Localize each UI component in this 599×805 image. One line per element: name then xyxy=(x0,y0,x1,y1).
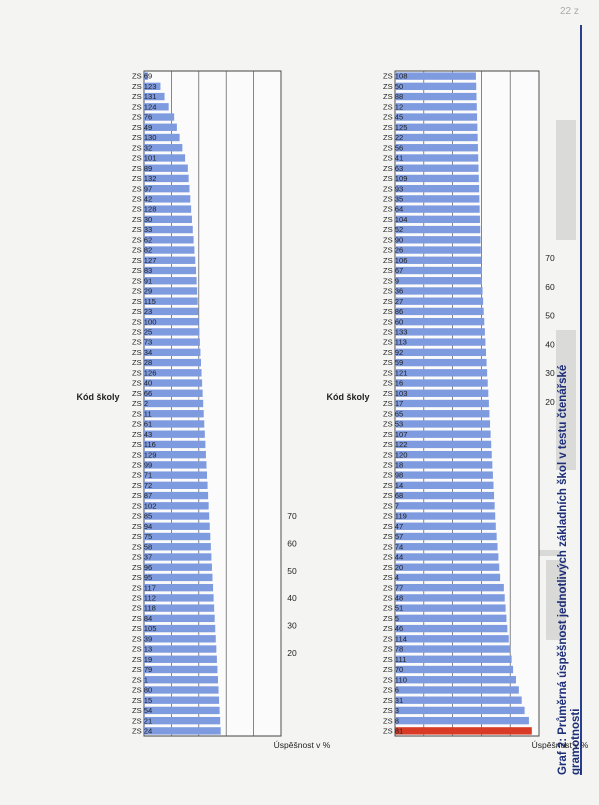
category-label: ZS 62 xyxy=(132,235,153,245)
category-label: ZS 17 xyxy=(383,399,404,409)
bar xyxy=(144,533,210,540)
category-label: ZS 117 xyxy=(132,583,156,593)
category-label: ZS 106 xyxy=(383,255,408,265)
bar xyxy=(395,584,504,591)
category-label: ZS 31 xyxy=(383,695,404,705)
bar xyxy=(395,666,513,673)
bar xyxy=(395,205,480,212)
category-label: ZS 127 xyxy=(132,255,157,265)
category-label: ZS 129 xyxy=(132,450,157,460)
category-label: ZS 97 xyxy=(132,184,153,194)
bar xyxy=(144,523,210,530)
category-label: ZS 45 xyxy=(383,112,404,122)
bar xyxy=(144,645,216,652)
category-label: ZS 2 xyxy=(132,399,149,409)
bar xyxy=(395,236,481,243)
category-label: ZS 69 xyxy=(132,71,153,81)
category-label: ZS 80 xyxy=(132,685,153,695)
category-label: ZS 116 xyxy=(132,440,156,450)
category-label: ZS 120 xyxy=(383,450,408,460)
category-label: ZS 36 xyxy=(383,286,404,296)
category-label: ZS 93 xyxy=(383,184,404,194)
category-label: ZS 121 xyxy=(383,368,408,378)
category-label: ZS 73 xyxy=(132,337,153,347)
bar xyxy=(395,727,532,734)
category-label: ZS 52 xyxy=(383,225,404,235)
category-label: ZS 34 xyxy=(132,347,153,357)
category-label: ZS 99 xyxy=(132,460,153,470)
bar xyxy=(144,338,200,345)
category-label: ZS 83 xyxy=(132,266,153,276)
category-label: ZS 89 xyxy=(132,163,153,173)
category-label: ZS 125 xyxy=(383,122,408,132)
category-label: ZS 133 xyxy=(383,327,408,337)
category-label: ZS 105 xyxy=(132,624,157,634)
bar xyxy=(395,686,519,693)
category-label: ZS 22 xyxy=(383,133,404,143)
category-label: ZS 113 xyxy=(383,337,407,347)
category-label: ZS 79 xyxy=(132,665,153,675)
value-tick-label: 70 xyxy=(545,253,555,263)
bar xyxy=(395,257,481,264)
bar xyxy=(395,328,485,335)
category-label: ZS 132 xyxy=(132,174,157,184)
bar xyxy=(395,717,529,724)
category-label: ZS 8 xyxy=(383,716,400,726)
bar xyxy=(395,308,484,315)
bar xyxy=(395,604,506,611)
bar xyxy=(144,635,216,642)
category-label: ZS 13 xyxy=(132,644,153,654)
bar xyxy=(144,410,204,417)
page-number: 22 z xyxy=(560,6,579,17)
bar xyxy=(144,686,219,693)
category-label: ZS 102 xyxy=(132,501,157,511)
category-label: ZS 49 xyxy=(132,122,153,132)
bar xyxy=(395,83,476,90)
bar xyxy=(395,318,484,325)
bar xyxy=(395,564,499,571)
category-label: ZS 11 xyxy=(132,409,152,419)
category-label: ZS 57 xyxy=(383,532,404,542)
category-label: ZS 88 xyxy=(383,92,404,102)
category-label: ZS 18 xyxy=(383,460,404,470)
value-tick-label: 30 xyxy=(545,368,555,379)
value-tick-label: 70 xyxy=(287,511,297,521)
bar xyxy=(395,349,486,356)
bar xyxy=(395,185,479,192)
category-label: ZS 21 xyxy=(132,716,153,726)
category-label: ZS 44 xyxy=(383,552,404,562)
bar xyxy=(395,431,491,438)
category-label: ZS 43 xyxy=(132,429,153,439)
category-label: ZS 72 xyxy=(132,480,153,490)
bar xyxy=(144,717,220,724)
category-label: ZS 58 xyxy=(132,542,153,552)
bar xyxy=(395,277,482,284)
bar xyxy=(395,93,477,100)
category-label: ZS 27 xyxy=(383,296,404,306)
category-label: ZS 108 xyxy=(383,71,408,81)
bar xyxy=(144,390,203,397)
bar xyxy=(395,492,494,499)
value-tick-label: 50 xyxy=(287,565,297,576)
category-label: ZS 26 xyxy=(383,245,404,255)
category-label: ZS 75 xyxy=(132,532,153,542)
bar xyxy=(144,461,206,468)
category-label: ZS 76 xyxy=(132,112,153,122)
bar xyxy=(395,287,483,294)
category-label: ZS 33 xyxy=(132,225,153,235)
bar xyxy=(395,420,490,427)
bar xyxy=(395,553,498,560)
bar xyxy=(144,727,221,734)
category-label: ZS 12 xyxy=(383,102,404,112)
bar xyxy=(395,594,505,601)
category-label: ZS 15 xyxy=(132,695,153,705)
bar xyxy=(395,471,493,478)
value-tick-label: 20 xyxy=(287,648,297,658)
bar xyxy=(395,400,489,407)
bar xyxy=(395,482,493,489)
category-label: ZS 51 xyxy=(383,603,404,613)
category-label: ZS 96 xyxy=(132,562,153,572)
chart-panel-1 xyxy=(326,71,588,750)
value-tick-label: 20 xyxy=(545,397,555,407)
bar xyxy=(144,431,205,438)
category-label: ZS 3 xyxy=(383,706,400,716)
category-label: ZS 50 xyxy=(383,81,404,91)
category-label: ZS 98 xyxy=(383,470,404,480)
category-label: ZS 109 xyxy=(383,174,408,184)
bar xyxy=(395,175,479,182)
category-label: ZS 85 xyxy=(132,511,153,521)
category-label: ZS 47 xyxy=(383,521,404,531)
category-label: ZS 23 xyxy=(132,307,153,317)
category-label: ZS 59 xyxy=(383,358,404,368)
category-label: ZS 111 xyxy=(383,654,407,664)
bar xyxy=(395,226,480,233)
category-label: ZS 70 xyxy=(383,665,404,675)
category-label: ZS 119 xyxy=(383,511,407,521)
category-label: ZS 71 xyxy=(132,470,153,480)
bar xyxy=(144,349,200,356)
bar xyxy=(144,564,212,571)
category-label: ZS 104 xyxy=(383,214,408,224)
category-label: ZS 103 xyxy=(383,388,408,398)
bar xyxy=(395,338,485,345)
bar xyxy=(144,328,199,335)
category-label: ZS 37 xyxy=(132,552,153,562)
category-label: ZS 100 xyxy=(132,317,157,327)
bar xyxy=(395,379,488,386)
category-label: ZS 82 xyxy=(132,245,153,255)
category-label: ZS 86 xyxy=(383,307,404,317)
category-label: ZS 53 xyxy=(383,419,404,429)
category-label: ZS 40 xyxy=(132,378,153,388)
category-label: ZS 5 xyxy=(383,613,400,623)
category-label: ZS 39 xyxy=(132,634,153,644)
bar xyxy=(395,574,500,581)
value-axis-title: Úspěšnost v % xyxy=(273,740,331,750)
category-label: ZS 91 xyxy=(132,276,153,286)
category-label: ZS 112 xyxy=(132,593,156,603)
category-label: ZS 41 xyxy=(383,153,404,163)
bar xyxy=(395,165,479,172)
bar xyxy=(395,645,510,652)
bar xyxy=(395,216,480,223)
category-label: ZS 92 xyxy=(383,347,404,357)
category-label: ZS 81 xyxy=(383,726,404,736)
category-label: ZS 84 xyxy=(132,613,153,623)
bar xyxy=(395,441,491,448)
value-tick-label: 40 xyxy=(287,593,297,604)
bar xyxy=(395,656,512,663)
bar xyxy=(395,267,481,274)
category-label: ZS 1 xyxy=(132,675,149,685)
category-label: ZS 25 xyxy=(132,327,153,337)
bar xyxy=(144,512,209,519)
category-label: ZS 48 xyxy=(383,593,404,603)
category-label: ZS 123 xyxy=(132,81,157,91)
category-label: ZS 68 xyxy=(383,491,404,501)
bar xyxy=(395,533,497,540)
bar xyxy=(144,553,211,560)
bar xyxy=(144,482,208,489)
bar xyxy=(395,195,479,202)
value-tick-label: 60 xyxy=(287,538,297,549)
category-label: ZS 42 xyxy=(132,194,153,204)
category-label: ZS 63 xyxy=(383,163,404,173)
bar xyxy=(395,543,498,550)
category-label: ZS 77 xyxy=(383,583,404,593)
bar xyxy=(395,512,495,519)
category-label: ZS 24 xyxy=(132,726,153,736)
bar xyxy=(144,574,213,581)
category-label: ZS 130 xyxy=(132,133,157,143)
bar xyxy=(395,246,481,253)
category-label: ZS 20 xyxy=(383,562,404,572)
chart-title: Graf 2: Průměrná úspěšnost jednotlivých základních škol v testu čtenářské gramotnosti xyxy=(557,364,582,775)
category-label: ZS 101 xyxy=(132,153,157,163)
bar xyxy=(144,707,220,714)
bar xyxy=(395,113,477,120)
category-label: ZS 122 xyxy=(383,440,408,450)
category-label: ZS 7 xyxy=(383,501,400,511)
category-label: ZS 87 xyxy=(132,491,153,501)
value-tick-label: 40 xyxy=(545,339,555,350)
category-label: ZS 28 xyxy=(132,358,153,368)
bar xyxy=(395,144,478,151)
category-label: ZS 9 xyxy=(383,276,400,286)
bar xyxy=(395,523,496,530)
bar xyxy=(395,390,488,397)
bar xyxy=(144,420,204,427)
value-tick-label: 30 xyxy=(287,620,297,631)
bar xyxy=(395,635,509,642)
category-label: ZS 32 xyxy=(132,143,153,153)
category-label: ZS 126 xyxy=(132,368,157,378)
category-label: ZS 67 xyxy=(383,266,404,276)
bar xyxy=(395,103,477,110)
category-label: ZS 90 xyxy=(383,235,404,245)
category-label: ZS 30 xyxy=(132,214,153,224)
bar xyxy=(144,666,217,673)
category-label: ZS 74 xyxy=(383,542,404,552)
bar xyxy=(144,379,202,386)
bar xyxy=(395,707,525,714)
category-label: ZS 131 xyxy=(132,92,157,102)
bar xyxy=(395,461,492,468)
category-label: ZS 60 xyxy=(383,317,404,327)
category-label: ZS 56 xyxy=(383,143,404,153)
category-label: ZS 128 xyxy=(132,204,157,214)
bar xyxy=(144,492,208,499)
category-label: ZS 107 xyxy=(383,429,408,439)
bar xyxy=(395,676,516,683)
bar xyxy=(395,502,495,509)
bar xyxy=(144,676,218,683)
category-label: ZS 14 xyxy=(383,480,404,490)
category-label: ZS 114 xyxy=(383,634,407,644)
category-label: ZS 19 xyxy=(132,654,153,664)
bar xyxy=(144,656,217,663)
category-label: ZS 54 xyxy=(132,706,153,716)
category-label: ZS 66 xyxy=(132,388,153,398)
category-label: ZS 118 xyxy=(132,603,156,613)
bar xyxy=(144,400,203,407)
category-label: ZS 6 xyxy=(383,685,400,695)
category-label: ZS 124 xyxy=(132,102,157,112)
category-label: ZS 61 xyxy=(132,419,153,429)
category-label: ZS 78 xyxy=(383,644,404,654)
bar xyxy=(395,615,506,622)
bar xyxy=(395,134,478,141)
category-axis-title: Kód školy xyxy=(326,392,370,402)
category-axis-title: Kód školy xyxy=(76,392,120,402)
bar xyxy=(144,543,211,550)
bar xyxy=(395,451,492,458)
category-label: ZS 94 xyxy=(132,521,153,531)
bar xyxy=(395,697,522,704)
bar xyxy=(144,615,215,622)
value-tick-label: 50 xyxy=(545,310,555,321)
bar xyxy=(144,471,207,478)
chart-panel-2 xyxy=(76,71,330,750)
category-label: ZS 65 xyxy=(383,409,404,419)
bar xyxy=(144,697,219,704)
category-label: ZS 115 xyxy=(132,296,156,306)
bar xyxy=(395,298,483,305)
category-label: ZS 29 xyxy=(132,286,153,296)
value-tick-label: 60 xyxy=(545,281,555,292)
value-axis-title: Úspěšnost v % xyxy=(531,740,589,750)
category-label: ZS 110 xyxy=(383,675,407,685)
category-label: ZS 35 xyxy=(383,194,404,204)
category-label: ZS 64 xyxy=(383,204,404,214)
category-label: ZS 46 xyxy=(383,624,404,634)
bar xyxy=(395,410,489,417)
category-label: ZS 95 xyxy=(132,573,153,583)
bar xyxy=(395,369,487,376)
bar xyxy=(395,359,487,366)
bar xyxy=(395,625,507,632)
bar xyxy=(395,154,478,161)
category-label: ZS 16 xyxy=(383,378,404,388)
bar xyxy=(144,359,201,366)
category-label: ZS 4 xyxy=(383,573,400,583)
